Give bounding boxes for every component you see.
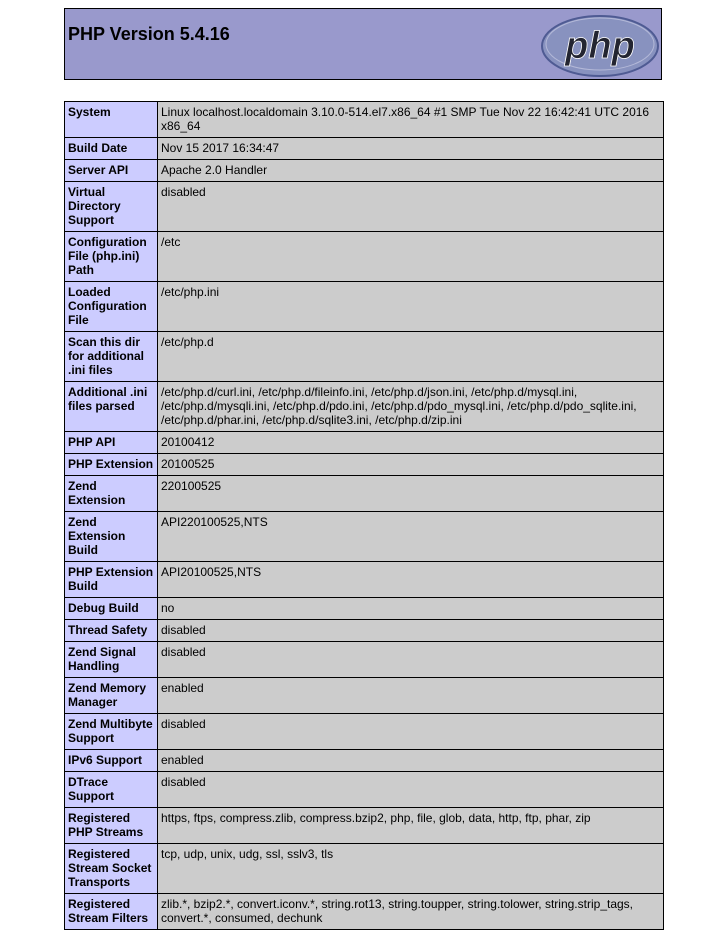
row-value: enabled — [158, 750, 664, 772]
table-row — [65, 678, 664, 714]
row-value: disabled — [158, 714, 664, 750]
row-value: Apache 2.0 Handler — [158, 160, 664, 182]
row-label: Scan this dir for additional .ini files — [65, 332, 158, 382]
table-row — [65, 102, 664, 138]
info-table-body — [65, 102, 664, 930]
row-value: tcp, udp, unix, udg, ssl, sslv3, tls — [158, 844, 664, 894]
table-row — [65, 476, 664, 512]
row-label: PHP Extension — [65, 454, 158, 476]
table-row — [65, 808, 664, 844]
table-row — [65, 138, 664, 160]
row-label: Thread Safety — [65, 620, 158, 642]
table-row — [65, 620, 664, 642]
row-label: Registered Stream Socket Transports — [65, 844, 158, 894]
table-row — [65, 844, 664, 894]
table-row — [65, 562, 664, 598]
row-value: 20100412 — [158, 432, 664, 454]
table-row — [65, 772, 664, 808]
row-label: Zend Memory Manager — [65, 678, 158, 714]
table-row — [65, 332, 664, 382]
row-value: disabled — [158, 620, 664, 642]
row-label: Zend Signal Handling — [65, 642, 158, 678]
row-label: PHP API — [65, 432, 158, 454]
row-value: disabled — [158, 182, 664, 232]
row-value: /etc/php.d — [158, 332, 664, 382]
row-label: Virtual Directory Support — [65, 182, 158, 232]
row-value: https, ftps, compress.zlib, compress.bzip2, php, file, glob, data, http, ftp, phar, zip — [158, 808, 664, 844]
table-row — [65, 182, 664, 232]
row-value: API220100525,NTS — [158, 512, 664, 562]
row-value: /etc — [158, 232, 664, 282]
row-label: Loaded Configuration File — [65, 282, 158, 332]
row-label: Debug Build — [65, 598, 158, 620]
row-value: API20100525,NTS — [158, 562, 664, 598]
page-title: PHP Version 5.4.16 — [68, 24, 230, 44]
page-header — [64, 8, 662, 80]
row-label: Zend Multibyte Support — [65, 714, 158, 750]
table-row — [65, 282, 664, 332]
row-label: Zend Extension Build — [65, 512, 158, 562]
row-label: Registered Stream Filters — [65, 894, 158, 930]
row-label: Registered PHP Streams — [65, 808, 158, 844]
row-value: Linux localhost.localdomain 3.10.0-514.el7.x86_64 #1 SMP Tue Nov 22 16:42:41 UTC 2016 x86_64 — [158, 102, 664, 138]
table-row — [65, 432, 664, 454]
row-value: 20100525 — [158, 454, 664, 476]
table-row — [65, 714, 664, 750]
table-row — [65, 750, 664, 772]
row-value: zlib.*, bzip2.*, convert.iconv.*, string.rot13, string.toupper, string.tolower, string.strip_tags, convert.*, consumed, dechunk — [158, 894, 664, 930]
php-logo-text: php — [565, 25, 635, 67]
row-label: Zend Extension — [65, 476, 158, 512]
table-row — [65, 160, 664, 182]
row-label: Additional .ini files parsed — [65, 382, 158, 432]
row-label: Build Date — [65, 138, 158, 160]
table-row — [65, 232, 664, 282]
row-label: Configuration File (php.ini) Path — [65, 232, 158, 282]
row-value: disabled — [158, 642, 664, 678]
table-row — [65, 598, 664, 620]
row-value: /etc/php.d/curl.ini, /etc/php.d/fileinfo.ini, /etc/php.d/json.ini, /etc/php.d/mysql.ini, /etc/php.d/mysqli.ini, /etc/php.d/pdo.ini, /etc/php.d/pdo_mysql.ini, /etc/php.d/pdo_sqlite.ini, /etc/php.d/phar.ini, /etc/php.d/sqlite3.ini, /etc/php.d/zip.ini — [158, 382, 664, 432]
row-value: 220100525 — [158, 476, 664, 512]
row-label: PHP Extension Build — [65, 562, 158, 598]
table-row — [65, 454, 664, 476]
table-row — [65, 642, 664, 678]
row-label: System — [65, 102, 158, 138]
row-label: DTrace Support — [65, 772, 158, 808]
php-logo-icon — [540, 14, 660, 78]
row-value: disabled — [158, 772, 664, 808]
table-row — [65, 382, 664, 432]
table-row — [65, 894, 664, 930]
row-value: Nov 15 2017 16:34:47 — [158, 138, 664, 160]
row-value: no — [158, 598, 664, 620]
table-row — [65, 512, 664, 562]
info-table — [64, 101, 664, 930]
row-label: IPv6 Support — [65, 750, 158, 772]
row-label: Server API — [65, 160, 158, 182]
row-value: enabled — [158, 678, 664, 714]
row-value: /etc/php.ini — [158, 282, 664, 332]
